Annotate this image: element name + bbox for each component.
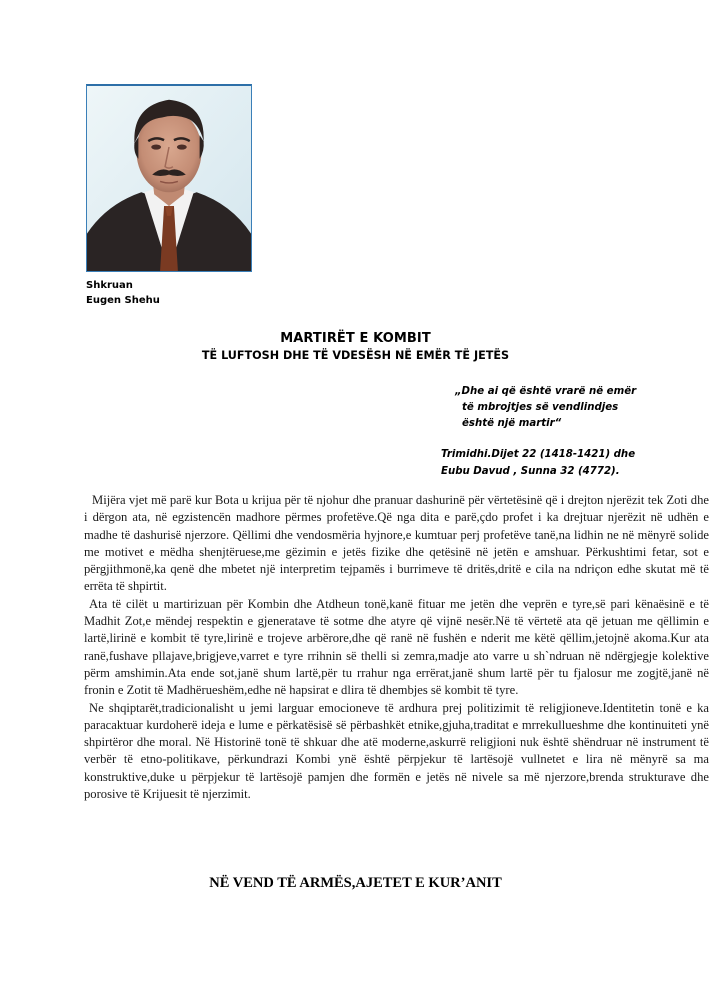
author-label: Shkruan [86,280,133,291]
portrait-image [87,86,251,271]
article-title: MARTIRËT E KOMBIT [280,331,431,346]
body-paragraph: Ne shqiptarët,tradicionalisht u jemi larguar emocioneve të ardhura prej politizimit të religjioneve.Identitetin tonë e ka paracaktuar kurdoherë ideja e lume e përkatësisë së përbashkët etnike,gjuha,traditat e mrrekullueshme dhe kontinuiteti ynë shpirtëror dhe moral. Në Historinë tonë të shkuar dhe atë moderne,askurrë religjioni nuk është shëndruar në instrument të verbër të etno-politikave, përkundrazi Kombi ynë është përpjekur të lartësojë vullnetet e lira në mënyrë sa ma konstruktive,duke u përpjekur të lartësojë pamjen dhe formën e jetës në nivele sa më njerzore,brenda strukturave dhe porosive të Krijuesit të njerzimit. [84,700,709,802]
source-line: Eubu Davud , Sunna 32 (4772). [441,466,620,477]
section-heading: NË VEND TË ARMËS,AJETET E KUR’ANIT [209,875,502,891]
article-subtitle: TË LUFTOSH DHE TË VDESËSH NË EMËR TË JETËS [201,349,510,362]
source-line: Trimidhi.Dijet 22 (1418-1421) dhe [441,449,636,460]
epigraph-line: është një martir“ [462,418,562,429]
epigraph-line: „Dhe ai që është vrarë në emër [455,386,637,397]
author-photo [86,84,252,272]
epigraph-quote [455,384,636,432]
author-name: Eugen Shehu [86,295,160,306]
body-paragraph: Ata të cilët u martirizuan për Kombin dhe Atdheun tonë,kanë fituar me jetën dhe veprën e tyre,së pari kënaësinë e të Madhit Zot,e mëndej respektin e gjeneratave të sotme dhe atyre që vijnë nesër.Në të vërtetë ata që jetuan me qëllimin e lartë,lirinë e kombit të tyre,lirinë e trojeve arbërore,dhe që ranë në fushën e nderit me këtë qëllim,jetojnë akoma.Kur ata ranë,fushave pllajave,brigjeve,varret e tyre rrihnin së thelli si zemra,madje ato varre u sh`ndruan në ndërgjegje kolektive përm amshimin.Ata ende sot,janë shum lartë,për tu rrahur nga errërat,janë shum lartë për tu fjalosur me zogjtë,janë në fronin e Zotit të Madhërueshëm,edhe në hapsirat e dlira të dhembjes së kombit të tyre. [84,596,709,698]
body-paragraph: Mijëra vjet më parë kur Bota u krijua për të njohur dhe pranuar dashurinë për vërtetësinë që i drejton njerëzit tek Zoti dhe i dërgon ata, në egzistencën madhore përmes profetëve.Që nga dita e parë,çdo profet i ka drejtuar njerëzit në udhën e madhe të dashurisë njerzore. Qëllimi dhe vendosmëria hyjnore,e kumtuar perj profetëve tanë,na lidhin ne në mënyrë solide me motivet e mëdha shenjtëruese,me gëzimin e jetës fizike dhe qetësinë në jetën e amshuar. Përkushtimi fetar, sot e përgjithmonë,ka qenë dhe mbetet një interpretim tejpamës i burrimeve të dritës,dritë e cila na ndriçon edhe skutat më të errëta të shpirtit. [84,493,709,594]
article-body [84,492,709,803]
author-byline [86,278,160,308]
epigraph-line: të mbrojtjes së vendlindjes [462,402,619,413]
epigraph-source [441,446,635,480]
